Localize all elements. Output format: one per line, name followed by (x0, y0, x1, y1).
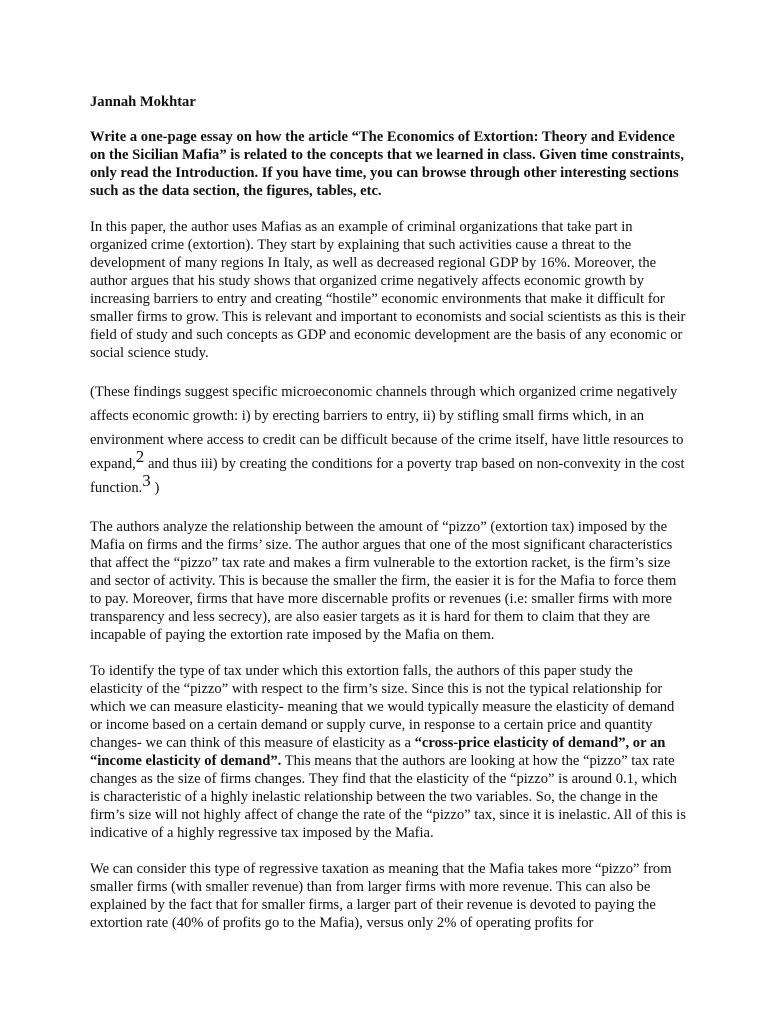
quote-part-3: ) (150, 480, 160, 496)
essay-prompt: Write a one-page essay on how the article “The Economics of Extortion: Theory and Evidence on the Sicilian Mafia” is related to the concepts that we learned in class. Given time constraints, only read the Introduction. If you have time, you can browse through other interesting sections such as the data section, the figures, tables, etc. (90, 129, 684, 199)
elasticity-bold-term: “cross-price elasticity of demand”, or an “income elasticity of demand”. (90, 735, 666, 769)
footnote-marker-3: 3 (142, 471, 151, 490)
elasticity-text-before: To identify the type of tax under which this extortion falls, the authors of this paper study the elasticity of the “pizzo” with respect to the firm’s size. Since this is not the typical relationship for which we can measure elasticity- meaning that we would typically measure the elasticity of demand or income based on a certain demand or supply curve, in response to a certain price and quantity changes- we can think of this measure of elasticity as a (90, 663, 675, 751)
paragraph-intro: In this paper, the author uses Mafias as an example of criminal organizations that take part in organized crime (extortion). They start by explaining that such activities cause a threat to the development of many regions In Italy, as well as decreased regional GDP by 16%. Moreover, the author argues that his study shows that organized crime negatively affects economic growth by increasing barriers to entry and creating “hostile” economic environments that make it difficult for smaller firms to grow. This is relevant and important to economists and social scientists as this is their field of study and such concepts as GDP and economic development are the basis of any economic or social science study. (90, 219, 686, 361)
paragraph-elasticity (90, 662, 686, 842)
document-page (90, 93, 686, 950)
quote-part-2: and thus iii) by creating the conditions for a poverty trap based on non-convexity in the cost function. (90, 456, 685, 496)
author-name: Jannah Mokhtar (90, 94, 196, 110)
paragraph-pizzo-size: The authors analyze the relationship between the amount of “pizzo” (extortion tax) imposed by the Mafia on firms and the firms’ size. The author argues that one of the most significant characteristics that affect the “pizzo” tax rate and makes a firm vulnerable to the extortion racket, is the firm’s size and sector of activity. This is because the smaller the firm, the easier it is for the Mafia to force them to pay. Moreover, firms that have more discernable profits or revenues (i.e: smaller firms with more transparency and less secrecy), are also easier targets as it is hard for them to claim that they are incapable of paying the extortion rate imposed by the Mafia on them. (90, 519, 677, 643)
footnote-marker-2: 2 (135, 447, 145, 466)
quote-part-1: (These findings suggest specific microeconomic channels through which organized crime negatively affects economic growth: i) by erecting barriers to entry, ii) by stifling small firms which, in an environment where access to credit can be difficult because of the crime itself, have little resources to expand, (90, 384, 684, 472)
paragraph-quote (90, 380, 686, 500)
paragraph-regressive: We can consider this type of regressive taxation as meaning that the Mafia takes more “pizzo” from smaller firms (with smaller revenue) than from larger firms with more revenue. This can also be explained by the fact that for smaller firms, a larger part of their revenue is devoted to paying the extortion rate (40% of profits go to the Mafia), versus only 2% of operating profits for (90, 861, 672, 931)
elasticity-text-after: This means that the authors are looking at how the “pizzo” tax rate changes as the size of firms changes. They find that the elasticity of the “pizzo” is around 0.1, which is characteristic of a highly inelastic relationship between the two variables. So, the change in the firm’s size will not highly affect of change the rate of the “pizzo” tax, since it is inelastic. All of this is indicative of a highly regressive tax imposed by the Mafia. (90, 753, 686, 841)
